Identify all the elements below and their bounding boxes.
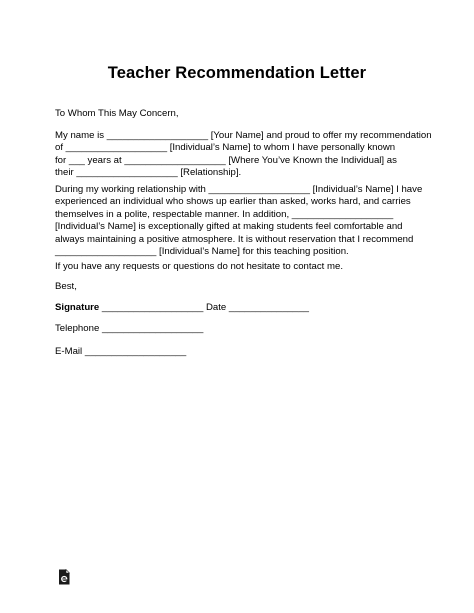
- paragraph-line: experienced an individual who shows up earlier than asked, works hard, and carries: [55, 196, 411, 208]
- paragraph-line: of ___________________ [Individual’s Name] to whom I have personally known: [55, 142, 396, 154]
- paragraph-line: My name is ___________________ [Your Name] and proud to offer my recommendation: [55, 130, 432, 141]
- telephone-field[interactable]: ___________________: [99, 323, 204, 334]
- signature-row: [55, 302, 435, 314]
- contact-text: If you have any requests or questions do not hesitate to contact me.: [55, 261, 343, 272]
- telephone-row: [55, 323, 435, 335]
- date-field[interactable]: _______________: [226, 302, 309, 313]
- salutation-text: To Whom This May Concern,: [55, 108, 179, 119]
- salutation: [55, 108, 435, 120]
- date-label: Date: [205, 302, 227, 313]
- paragraph-relationship: [55, 184, 435, 258]
- eforms-logo-icon: [58, 569, 70, 585]
- signature-field[interactable]: ___________________: [99, 302, 206, 313]
- closing-text: Best,: [55, 281, 77, 292]
- signature-label: Signature: [55, 302, 100, 313]
- paragraph-line: themselves in a polite, respectable manner. In addition, ___________________: [55, 208, 394, 220]
- closing: [55, 281, 435, 293]
- paragraph-line: ___________________ [Individual’s Name] for this teaching position.: [55, 246, 349, 258]
- paragraph-line: for ___ years at ___________________ [Where You’ve Known the Individual] as: [55, 154, 397, 166]
- paragraph-contact: [55, 261, 435, 273]
- email-label: E-Mail: [55, 346, 83, 357]
- paragraph-line: During my working relationship with ___________________ [Individual’s Name] I have: [55, 184, 423, 195]
- paragraph-introduction: [55, 130, 435, 180]
- email-row: [55, 346, 435, 358]
- paragraph-line: their ___________________ [Relationship].: [55, 167, 242, 179]
- email-field[interactable]: ___________________: [82, 346, 187, 357]
- paragraph-line: [Individual’s Name] is exceptionally gifted at making students feel comfortable and: [55, 221, 403, 233]
- paragraph-line: always maintaining a positive atmosphere. It is without reservation that I recommend: [55, 233, 414, 245]
- document-title: Teacher Recommendation Letter: [107, 64, 367, 82]
- telephone-label: Telephone: [55, 323, 100, 334]
